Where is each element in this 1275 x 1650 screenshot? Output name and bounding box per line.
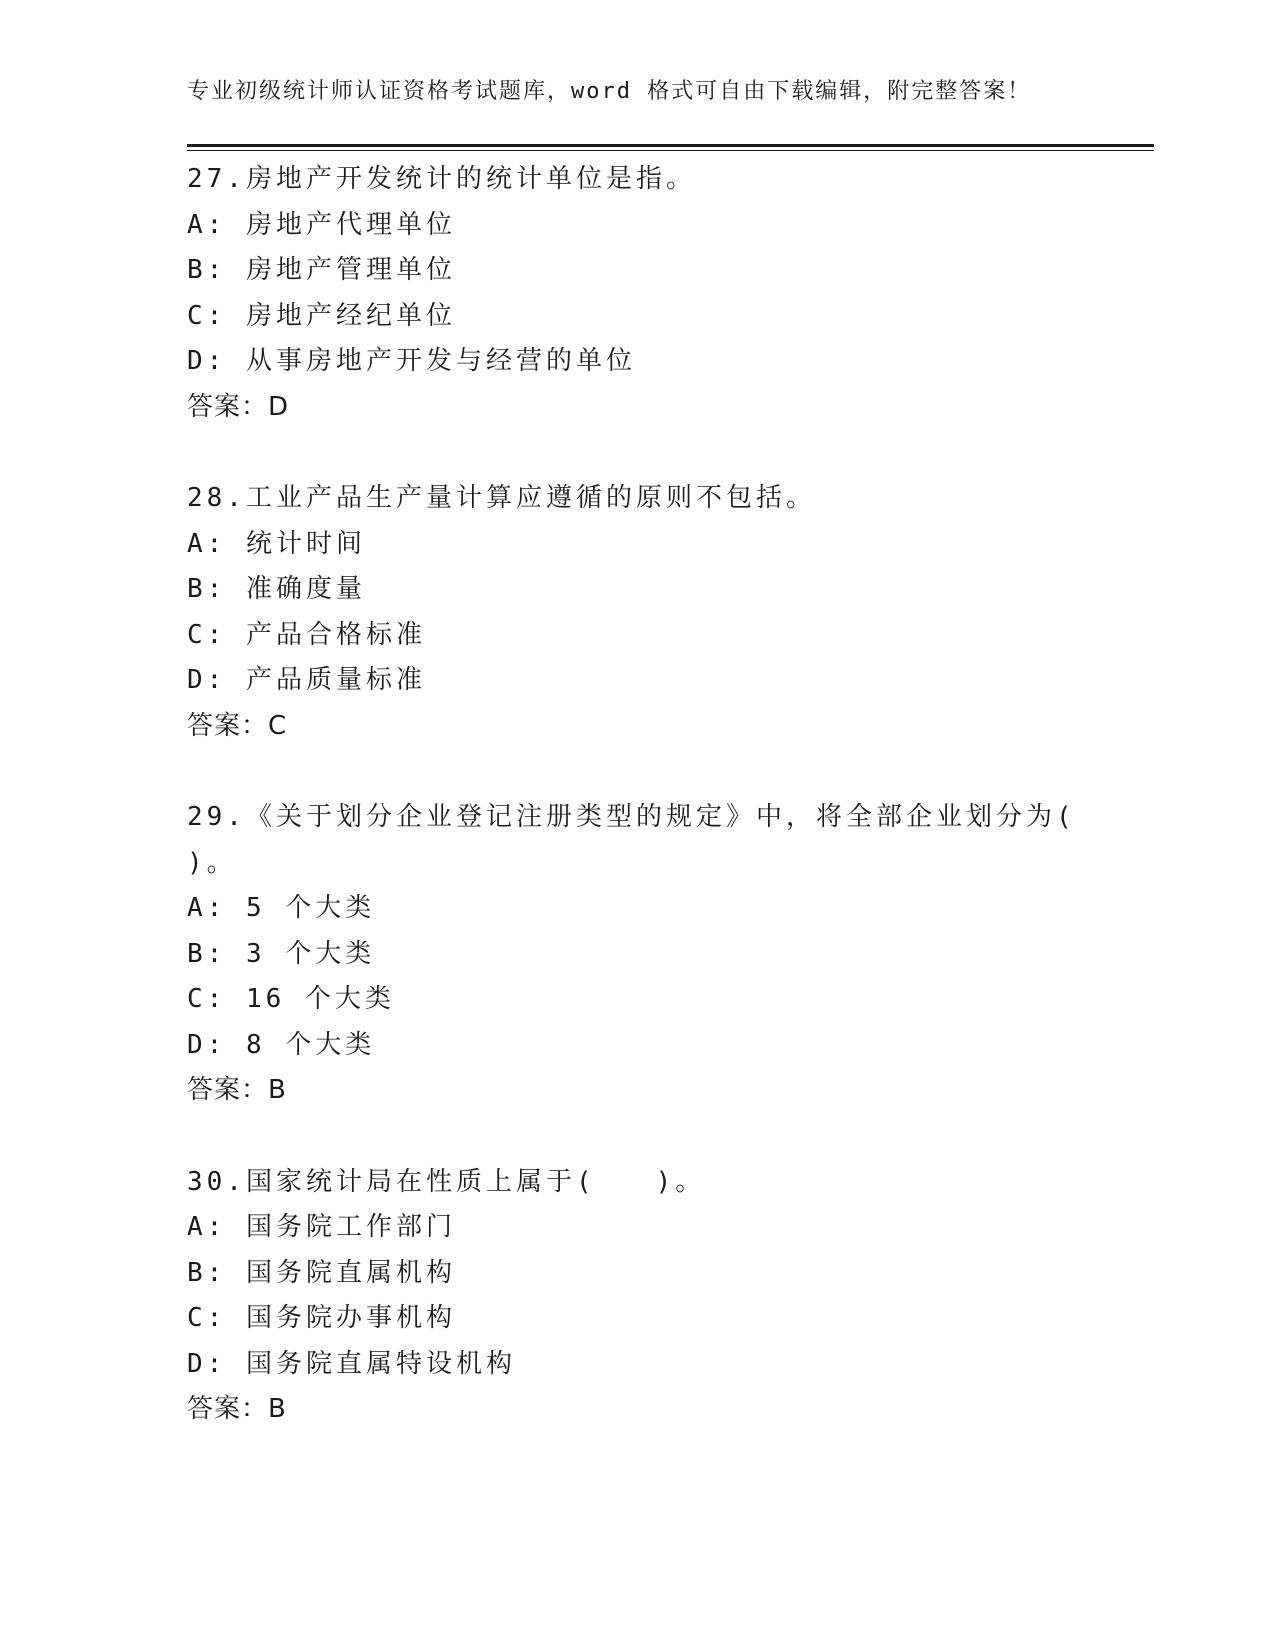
answer: 答案：C [187, 710, 288, 741]
question-29 [187, 795, 1087, 1114]
question-list [187, 157, 1087, 1479]
option-a: A: 国务院工作部门 [187, 1212, 456, 1242]
question-28 [187, 476, 1087, 749]
option-d: D: 国务院直属特设机构 [187, 1348, 516, 1379]
option-c: C: 国务院办事机构 [187, 1303, 456, 1333]
answer: 答案：B [187, 1394, 287, 1424]
header-rule-thick [187, 144, 1154, 147]
option-d: D: 8 个大类 [187, 1029, 376, 1060]
option-a: A: 5 个大类 [187, 893, 376, 923]
option-b: B: 房地产管理单位 [187, 255, 456, 285]
option-a: A: 统计时间 [187, 528, 366, 559]
option-b: B: 国务院直属机构 [187, 1257, 456, 1288]
question-27 [187, 157, 1087, 430]
question-stem: 30.国家统计局在性质上属于( )。 [187, 1166, 706, 1197]
option-d: D: 从事房地产开发与经营的单位 [187, 346, 636, 376]
option-c: C: 16 个大类 [187, 984, 395, 1014]
option-b: B: 3 个大类 [187, 938, 376, 969]
option-c: C: 房地产经纪单位 [187, 300, 456, 331]
page-header: 专业初级统计师认证资格考试题库，word 格式可自由下载编辑，附完整答案！ [187, 79, 1032, 104]
question-stem: 29.《关于划分企业登记注册类型的规定》中，将全部企业划分为( [187, 802, 1076, 832]
option-d: D: 产品质量标准 [187, 665, 426, 695]
answer: 答案：D [187, 391, 290, 422]
answer: 答案：B [187, 1075, 287, 1105]
question-stem-continued: )。 [187, 847, 237, 878]
option-a: A: 房地产代理单位 [187, 209, 456, 240]
option-b: B: 准确度量 [187, 574, 366, 604]
question-stem: 28.工业产品生产量计算应遵循的原则不包括。 [187, 483, 816, 513]
question-stem: 27.房地产开发统计的统计单位是指。 [187, 164, 696, 194]
header-rule-thin [187, 150, 1154, 151]
question-30 [187, 1160, 1087, 1433]
option-c: C: 产品合格标准 [187, 619, 426, 650]
